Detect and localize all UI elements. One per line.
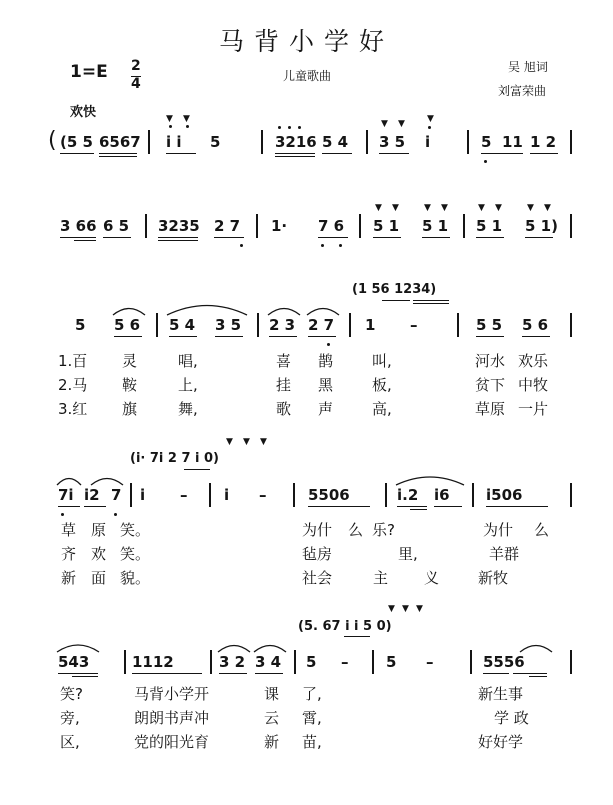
note-group: 2 3	[269, 316, 296, 334]
barline	[156, 313, 158, 337]
lyric: 灵	[122, 352, 138, 370]
low-octave-dot	[240, 244, 243, 247]
note-group: 5 1	[422, 217, 449, 235]
lyric: 云	[264, 709, 280, 727]
lyric: 欢	[91, 545, 107, 563]
slur	[217, 641, 251, 653]
accent-mark: ▼	[226, 437, 233, 447]
barline	[463, 214, 465, 238]
accent-mark: ▼	[427, 114, 434, 124]
note: i	[140, 486, 146, 504]
lyric: 苗,	[302, 733, 322, 751]
dash: –	[426, 653, 434, 671]
slur	[395, 472, 465, 486]
note: 7	[111, 486, 122, 504]
barline	[457, 313, 459, 337]
lyric: 新	[61, 569, 77, 587]
lyric: 好好学	[478, 733, 524, 751]
high-octave-dot	[186, 125, 189, 128]
interlude-beam	[382, 300, 410, 301]
eighth-beam	[215, 336, 243, 337]
lyric: 欢乐	[518, 352, 549, 370]
interlude-notation: (1 56 1234)	[352, 282, 437, 297]
low-octave-dot	[484, 160, 487, 163]
eighth-beam	[103, 237, 131, 238]
note-group: i	[425, 133, 431, 151]
barline	[570, 130, 572, 154]
high-octave-dot	[298, 126, 301, 129]
sixteenth-beam	[410, 509, 427, 510]
eighth-beam	[219, 673, 247, 674]
lyric: 草原	[475, 400, 506, 418]
interlude-notation: (5. 67 i i 5 0)	[298, 619, 392, 634]
slur	[56, 640, 100, 653]
accent-mark: ▼	[402, 604, 409, 614]
slur	[166, 300, 248, 316]
lyric: 霄,	[302, 709, 322, 727]
slur	[267, 304, 301, 316]
note-group: 11	[502, 133, 523, 151]
eighth-beam	[530, 153, 558, 154]
note-group: 5 1)	[525, 217, 558, 235]
high-octave-dot	[169, 125, 172, 128]
lyric: 高,	[372, 400, 392, 418]
eighth-beam	[99, 153, 137, 154]
note-group: 1 2	[530, 133, 557, 151]
barline	[293, 483, 295, 507]
note-group: 5 6	[114, 316, 141, 334]
eighth-beam	[169, 336, 197, 337]
lyric: 鞍	[122, 376, 138, 394]
slur	[90, 474, 124, 486]
accent-mark: ▼	[398, 119, 405, 129]
eighth-beam	[84, 506, 106, 507]
lyric: 么	[348, 521, 364, 539]
eighth-beam	[58, 673, 98, 674]
note-group: 5 4	[322, 133, 349, 151]
lyric: 齐	[61, 545, 77, 563]
note-group: 5	[481, 133, 492, 151]
note-group: i.2	[397, 486, 419, 504]
lyric: 课	[264, 685, 280, 703]
lyric: 旁,	[60, 709, 80, 727]
note-group: 3 5	[215, 316, 242, 334]
eighth-beam	[60, 153, 94, 154]
lyric: 挂	[276, 376, 292, 394]
lyric: 草	[61, 521, 77, 539]
dash: –	[410, 316, 418, 334]
interlude-notation: (i· 7i 2 7 i 0)	[130, 451, 220, 466]
slur	[253, 641, 287, 653]
eighth-beam	[318, 237, 348, 238]
accent-mark: ▼	[388, 604, 395, 614]
lyric: 笑。	[120, 521, 151, 539]
lyric: 面	[91, 569, 107, 587]
slur	[306, 304, 340, 316]
eighth-beam	[525, 237, 553, 238]
eighth-beam	[132, 673, 202, 674]
note-group: 5 1	[373, 217, 400, 235]
note-group: i6	[434, 486, 450, 504]
intro-open-paren: (	[48, 128, 57, 153]
lyric: 新	[264, 733, 280, 751]
lyric: 社会	[302, 569, 333, 587]
eighth-beam	[481, 153, 523, 154]
barline	[257, 313, 259, 337]
eighth-beam	[158, 237, 198, 238]
barline	[467, 130, 469, 154]
interlude-beam	[184, 469, 210, 470]
lyric: 为什	[483, 521, 514, 539]
note-group: 3216	[275, 133, 317, 151]
note-group: 5 5	[476, 316, 503, 334]
composer-credit: 刘富荣曲	[498, 84, 547, 98]
note-group: 1112	[132, 653, 174, 671]
lyric: 舞,	[178, 400, 198, 418]
dash: –	[259, 486, 267, 504]
low-octave-dot	[327, 343, 330, 346]
eighth-beam	[379, 153, 409, 154]
lyric: 羊群	[489, 545, 520, 563]
lyric: 河水	[475, 352, 506, 370]
barline	[261, 130, 263, 154]
note-group: 7i	[58, 486, 74, 504]
sixteenth-beam	[275, 156, 315, 157]
note-group: 2 7	[214, 217, 241, 235]
lyricist-credit: 吴 旭词	[508, 60, 548, 74]
lyric: 朗朗书声冲	[134, 709, 210, 727]
lyric: 党的阳光育	[134, 733, 210, 751]
slur	[56, 474, 82, 486]
lyric: 板,	[372, 376, 392, 394]
lyric: 鹊	[318, 352, 334, 370]
lyric: 学 政	[494, 709, 529, 727]
eighth-beam	[422, 237, 450, 238]
note-group: 543	[58, 653, 90, 671]
accent-mark: ▼	[166, 114, 173, 124]
interlude-beam	[413, 300, 449, 301]
lyric: 中牧	[518, 376, 549, 394]
accent-mark: ▼	[392, 203, 399, 213]
eighth-beam	[434, 506, 462, 507]
dash: –	[180, 486, 188, 504]
lyric: 声	[318, 400, 334, 418]
lyric: 唱,	[178, 352, 198, 370]
accent-mark: ▼	[416, 604, 423, 614]
barline	[385, 483, 387, 507]
accent-mark: ▼	[424, 203, 431, 213]
note-group: 1·	[271, 217, 288, 235]
note-group: 3 66	[60, 217, 97, 235]
low-octave-dot	[321, 244, 324, 247]
eighth-beam	[322, 153, 352, 154]
accent-mark: ▼	[260, 437, 267, 447]
time-signature-denominator: 4	[131, 76, 141, 92]
high-octave-dot	[428, 126, 431, 129]
note-group: 5556	[483, 653, 525, 671]
eighth-beam	[476, 237, 504, 238]
barline	[210, 650, 212, 674]
lyric: 了,	[302, 685, 322, 703]
barline	[256, 214, 258, 238]
note: 1	[365, 316, 376, 334]
eighth-beam	[513, 673, 547, 674]
eighth-beam	[255, 673, 283, 674]
eighth-beam	[308, 506, 370, 507]
barline	[209, 483, 211, 507]
lyric: 乐?	[372, 521, 395, 539]
note-group: 5 4	[169, 316, 196, 334]
lyric: 原	[91, 521, 107, 539]
lyric: 貌。	[120, 569, 151, 587]
lyric: 义	[424, 569, 440, 587]
barline	[570, 650, 572, 674]
accent-mark: ▼	[478, 203, 485, 213]
barline	[472, 483, 474, 507]
eighth-beam	[308, 336, 336, 337]
eighth-beam	[214, 237, 244, 238]
note-group: i506	[486, 486, 523, 504]
barline	[570, 214, 572, 238]
eighth-beam	[486, 506, 548, 507]
note-group: 3 4	[255, 653, 282, 671]
barline	[570, 483, 572, 507]
note-group: i i	[166, 133, 182, 151]
high-octave-dot	[288, 126, 291, 129]
sixteenth-beam	[529, 676, 547, 677]
note-group: 5 6	[522, 316, 549, 334]
barline	[366, 130, 368, 154]
dash: –	[341, 653, 349, 671]
accent-mark: ▼	[243, 437, 250, 447]
barline	[148, 130, 150, 154]
eighth-beam	[476, 336, 504, 337]
lyric: 新牧	[478, 569, 509, 587]
note-group: 3235	[158, 217, 200, 235]
note-group: 5	[210, 133, 221, 151]
note: 5	[75, 316, 86, 334]
lyric: 么	[534, 521, 550, 539]
sixteenth-beam	[74, 240, 96, 241]
eighth-beam	[483, 673, 509, 674]
note: 5	[386, 653, 397, 671]
lyric: 里,	[398, 545, 418, 563]
eighth-beam	[58, 506, 80, 507]
barline	[130, 483, 132, 507]
lyric: 黑	[318, 376, 334, 394]
lyric: 叫,	[372, 352, 392, 370]
lyric: 上,	[178, 376, 198, 394]
eighth-beam	[275, 153, 315, 154]
barline	[145, 214, 147, 238]
note-group: 2 7	[308, 316, 335, 334]
lyric: 旗	[122, 400, 138, 418]
eighth-beam	[522, 336, 550, 337]
song-title: 马背小学好	[218, 27, 394, 56]
time-signature-numerator: 2	[131, 58, 141, 74]
accent-mark: ▼	[183, 114, 190, 124]
lyric: 主	[373, 569, 389, 587]
accent-mark: ▼	[544, 203, 551, 213]
accent-mark: ▼	[527, 203, 534, 213]
eighth-beam	[373, 237, 401, 238]
lyric: 毡房	[302, 545, 333, 563]
lyric: 3.红	[58, 400, 88, 418]
lyric: 贫下	[475, 376, 506, 394]
eighth-beam	[269, 336, 297, 337]
accent-mark: ▼	[495, 203, 502, 213]
barline	[470, 650, 472, 674]
lyric: 为什	[302, 521, 333, 539]
note-group: 6567	[99, 133, 141, 151]
note-group: 3 5	[379, 133, 406, 151]
interlude-beam	[413, 303, 449, 304]
lyric: 马背小学开	[134, 685, 210, 703]
note-group: 5506	[308, 486, 350, 504]
note-group: 6 5	[103, 217, 130, 235]
slur	[519, 641, 553, 653]
barline	[124, 650, 126, 674]
low-octave-dot	[339, 244, 342, 247]
eighth-beam	[114, 336, 142, 337]
lyric: 喜	[276, 352, 292, 370]
slur	[112, 304, 146, 316]
low-octave-dot	[114, 513, 117, 516]
high-octave-dot	[278, 126, 281, 129]
barline	[294, 650, 296, 674]
lyric: 2.马	[58, 376, 88, 394]
lyric: 区,	[60, 733, 80, 751]
sixteenth-beam	[99, 156, 137, 157]
barline	[359, 214, 361, 238]
lyric: 笑?	[60, 685, 83, 703]
barline	[570, 313, 572, 337]
eighth-beam	[397, 506, 427, 507]
note-group: i2	[84, 486, 100, 504]
note-group: 5 1	[476, 217, 503, 235]
note-group: 3 2	[219, 653, 246, 671]
genre-label: 儿童歌曲	[283, 69, 332, 83]
low-octave-dot	[61, 513, 64, 516]
eighth-beam	[60, 237, 96, 238]
barline	[372, 650, 374, 674]
note-group: (5 5	[60, 133, 93, 151]
lyric: 1.百	[58, 352, 88, 370]
key-signature: 1=E	[70, 62, 108, 82]
accent-mark: ▼	[441, 203, 448, 213]
interlude-beam	[344, 636, 370, 637]
note-group: 7 6	[318, 217, 345, 235]
lyric: 笑。	[120, 545, 151, 563]
tempo-marking: 欢快	[70, 105, 97, 120]
sixteenth-beam	[72, 676, 98, 677]
note: i	[224, 486, 230, 504]
lyric: 一片	[518, 400, 549, 418]
accent-mark: ▼	[381, 119, 388, 129]
sixteenth-beam	[158, 240, 198, 241]
lyric: 歌	[276, 400, 292, 418]
note: 5	[306, 653, 317, 671]
accent-mark: ▼	[375, 203, 382, 213]
barline	[349, 313, 351, 337]
eighth-beam	[166, 153, 196, 154]
lyric: 新生事	[478, 685, 524, 703]
